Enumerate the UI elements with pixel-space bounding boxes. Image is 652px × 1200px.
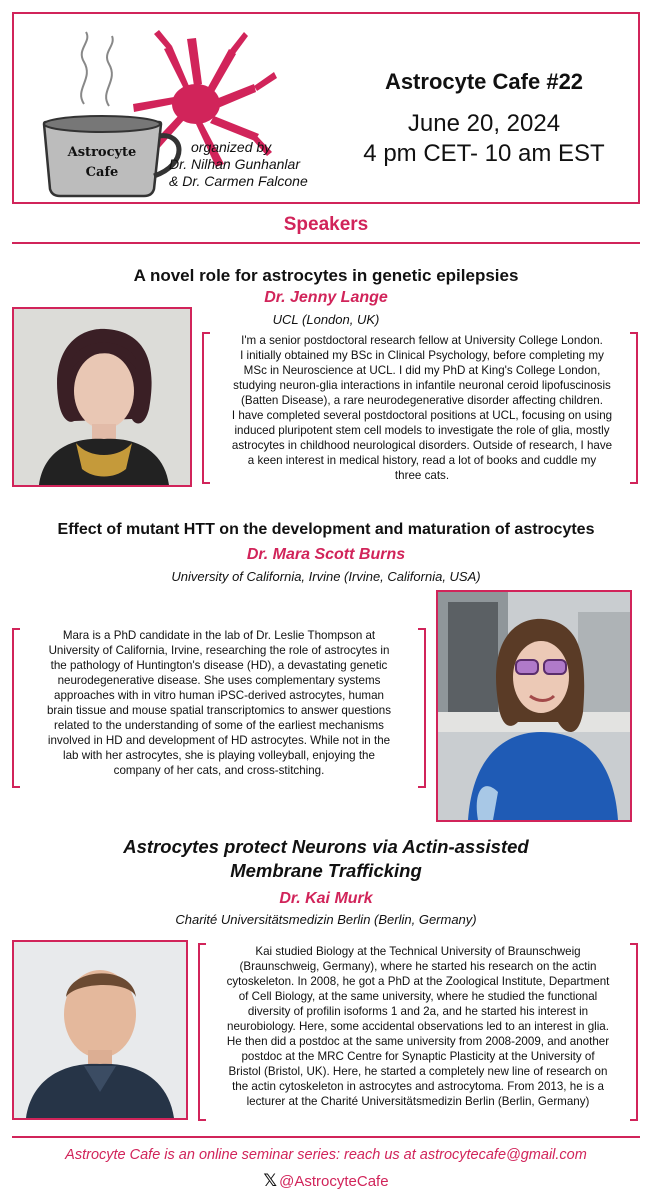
speaker-bio [20, 628, 418, 778]
logo-text-line2: Cafe [85, 165, 119, 180]
bio-line: the actin cytoskeleton in astrocytes and astrocytoma. From 2013, he is a [232, 1080, 604, 1093]
talk-title: Astrocytes protect Neurons via Actin-assisted [123, 836, 529, 857]
speaker-photo-kai-murk [12, 940, 188, 1120]
bio-line: neurodegenerative disease. She uses complementary systems [57, 674, 381, 687]
divider [12, 242, 640, 244]
event-header [12, 12, 640, 204]
event-date: June 20, 2024 [407, 110, 561, 137]
speaker-name: Dr. Mara Scott Burns [246, 546, 406, 563]
bio-line: neurobiology. Here, some accidental observations led to an interest in glia. [227, 1020, 609, 1033]
speaker-affiliation: Charité Universitätsmedizin Berlin (Berlin, Germany) [175, 912, 477, 927]
speaker-affiliation: University of California, Irvine (Irvine, California, USA) [171, 569, 481, 584]
section-title: Speakers [283, 214, 369, 235]
footer-contact-text: Astrocyte Cafe is an online seminar series: reach us at astrocytecafe@gmail.com [65, 1147, 587, 1163]
bio-line: studying neuron-glia interactions in infantile neuronal ceroid lipofuscinosis [233, 379, 611, 392]
bio-line: astrocytes in childhood neurological disorders. Outside of research, I have [231, 439, 613, 452]
bio-line: Mara is a PhD candidate in the lab of Dr. Leslie Thompson at [62, 629, 376, 642]
bio-line: approaches with in vitro human iPSC-derived astrocytes, human [54, 689, 384, 702]
bio-line: I have completed several postdoctoral positions at UCL, focusing on using [231, 409, 613, 422]
event-info [334, 69, 634, 169]
bracket-left [12, 628, 20, 788]
bio-line: diversity of profilin isoforms 1 and 2a, and he started his interest in [247, 1005, 589, 1018]
bio-line: involved in HD and development of HD astrocytes. While not in the [47, 734, 391, 747]
bio-line: brain tissue and mouse spatial transcriptomics to answer questions [46, 704, 392, 717]
bio-line: I'm a senior postdoctoral research fellow at University College London. [241, 334, 603, 347]
organizer-name: & Dr. Carmen Falcone [169, 173, 308, 189]
bio-line: cytoskeleton. In 2008, he got a PhD at the Zoological Institute, Department [226, 975, 610, 988]
talk-title: Effect of mutant HTT on the development and maturation of astrocytes [57, 521, 595, 538]
speaker-photo-mara-scott-burns [436, 590, 632, 822]
bio-line: lab with her astrocytes, she is playing volleyball, enjoying the [63, 749, 375, 762]
steam-icon [81, 32, 87, 104]
steam-icon-2 [106, 36, 113, 106]
talk-title: Membrane Trafficking [230, 860, 422, 881]
bio-line: induced pluripotent stem cell models to investigate the role of glia, mostly [234, 424, 610, 437]
speaker-bio [212, 333, 632, 483]
divider [12, 1136, 640, 1138]
speaker-name: Dr. Jenny Lange [264, 289, 388, 306]
bio-line: I initially obtained my BSc in Clinical Psychology, before completing my [240, 349, 604, 362]
handle-text[interactable]: @AstrocyteCafe [279, 1173, 389, 1190]
speaker-photo-jenny-lange [12, 307, 192, 487]
talk-title: A novel role for astrocytes in genetic epilepsies [133, 266, 519, 285]
social-handle[interactable] [0, 1171, 652, 1191]
bio-line: three cats. [394, 469, 450, 482]
bracket-right [418, 628, 426, 788]
organized-by-label: organized by [191, 139, 272, 155]
bio-line: (Braunschweig, Germany), where he started his research on the actin [239, 960, 597, 973]
logo-text-line1: Astrocyte [67, 145, 137, 160]
bio-line: lecturer at the Charité Universitätsmedizin Berlin (Berlin, Germany) [246, 1095, 590, 1108]
bracket-left [202, 332, 210, 484]
bio-line: related to the understanding of some of the earliest mechanisms [54, 719, 384, 732]
bio-line: University of California, Irvine, researching the role of astrocytes in [48, 644, 390, 657]
bio-line: MSc in Neuroscience at UCL. I did my PhD at King's College London, [243, 364, 601, 377]
bio-line: a keen interest in medical history, read a lot of books and cuddle my [247, 454, 597, 467]
bio-line: the pathology of Huntington's disease (HD), a devastating genetic [50, 659, 388, 672]
speaker-bio [206, 944, 630, 1109]
bio-line: Bristol (Bristol, UK). Here, he started a completely new line of research on [228, 1065, 608, 1078]
bio-line: postdoc at the MRC Centre for Synaptic Plasticity at the University of [241, 1050, 595, 1063]
bracket-left [198, 943, 206, 1121]
event-title: Astrocyte Cafe #22 [384, 69, 584, 94]
speaker-name: Dr. Kai Murk [279, 890, 373, 907]
bio-line: (Batten Disease), a rare neurodegenerative disorder affecting children. [241, 394, 603, 407]
bracket-right [630, 943, 638, 1121]
speaker-affiliation: UCL (London, UK) [272, 312, 380, 327]
organizers [169, 139, 319, 190]
event-time: 4 pm CET- 10 am EST [363, 140, 605, 167]
bio-line: of Cell Biology, at the same university, where he studied the functional [238, 990, 598, 1003]
organizer-name: Dr. Nilhan Gunhanlar [169, 156, 300, 172]
bio-line: He then did a postdoc at the same university from 2008-2009, and another [226, 1035, 610, 1048]
x-logo-icon: 𝕏 [263, 1171, 278, 1190]
bio-line: Kai studied Biology at the Technical University of Braunschweig [255, 945, 581, 958]
bio-line: company of her cats, and cross-stitching. [113, 764, 325, 777]
